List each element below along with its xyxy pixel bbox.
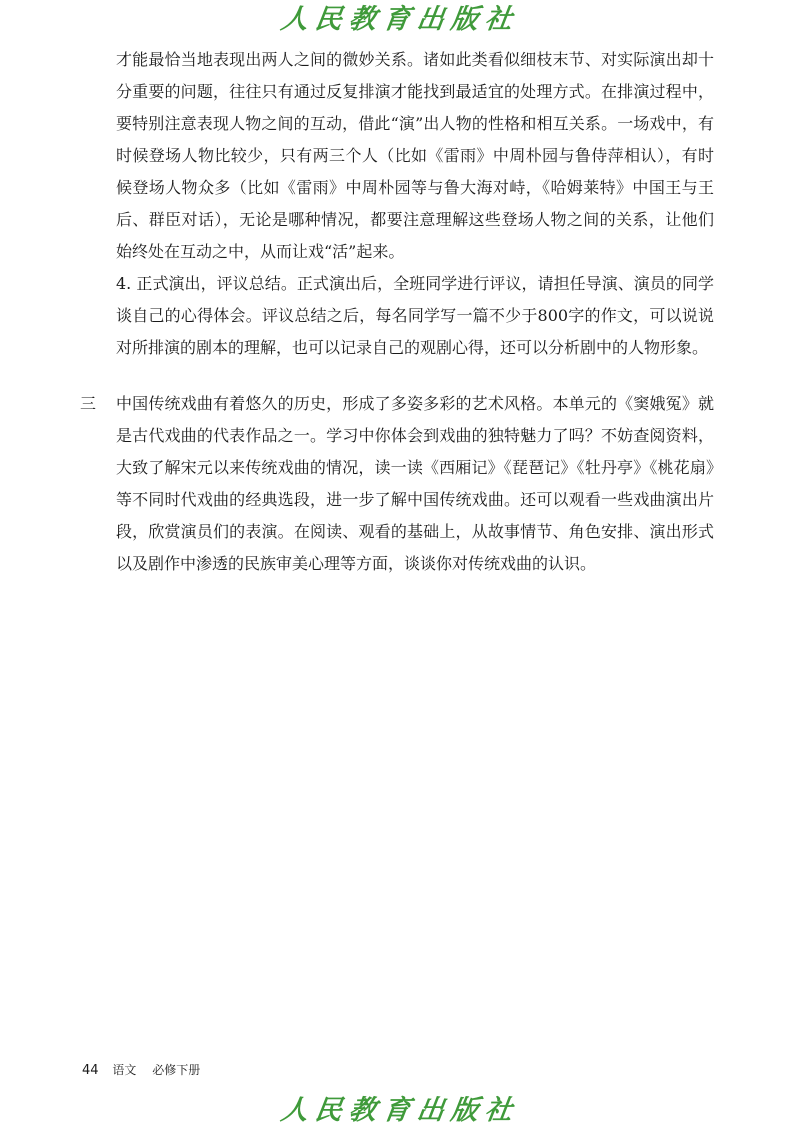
book-title: 语文 xyxy=(112,1063,137,1077)
list-item-4-body xyxy=(116,268,714,364)
section-three xyxy=(0,388,800,580)
page-number: 44 xyxy=(82,1063,99,1078)
section-three-marker: 三 xyxy=(80,394,97,413)
list-item-4-text: 正式演出，评议总结。正式演出后，全班同学进行评议，请担任导演、演员的同学谈自己的心得体会。评议总结之后，每名同学写一篇不少于800字的作文，可以说说对所排演的剧本的理解，也可以记录自己的观剧心得，还可以分析剧中的人物形象。 xyxy=(116,274,714,357)
continued-paragraph: 才能最恰当地表现出两人之间的微妙关系。诸如此类看似细枝末节、对实际演出却十分重要的问题，往往只有通过反复排演才能找到最适宜的处理方式。在排演过程中，要特别注意表现人物之间的互动，借此“演”出人物的性格和相互关系。一场戏中，有时候登场人物比较少，只有两三个人（比如《雷雨》中周朴园与鲁侍萍相认），有时候登场人物众多（比如《雷雨》中周朴园等与鲁大海对峙，《哈姆莱特》中国王与王后、群臣对话），无论是哪种情况，都要注意理解这些登场人物之间的关系，让他们始终处在互动之中，从而让戏“活”起来。 xyxy=(116,50,714,261)
list-item-4-number: 4. xyxy=(116,274,132,293)
publisher-logo-top: 人民教育出版社 xyxy=(278,4,522,35)
book-volume: 必修下册 xyxy=(152,1063,201,1077)
page-footer xyxy=(82,1061,200,1080)
page-content xyxy=(0,44,800,580)
publisher-logo-bottom: 人民教育出版社 xyxy=(278,1095,522,1126)
list-item-4 xyxy=(116,268,714,364)
section-three-text: 中国传统戏曲有着悠久的历史，形成了多姿多彩的艺术风格。本单元的《窦娥冤》就是古代戏曲的代表作品之一。学习中你体会到戏曲的独特魅力了吗？不妨查阅资料，大致了解宋元以来传统戏曲的情况，读一读《西厢记》《琵琶记》《牡丹亭》《桃花扇》等不同时代戏曲的经典选段，进一步了解中国传统戏曲。还可以观看一些戏曲演出片段，欣赏演员们的表演。在阅读、观看的基础上，从故事情节、角色安排、演出形式以及剧作中渗透的民族审美心理等方面，谈谈你对传统戏曲的认识。 xyxy=(116,394,714,573)
